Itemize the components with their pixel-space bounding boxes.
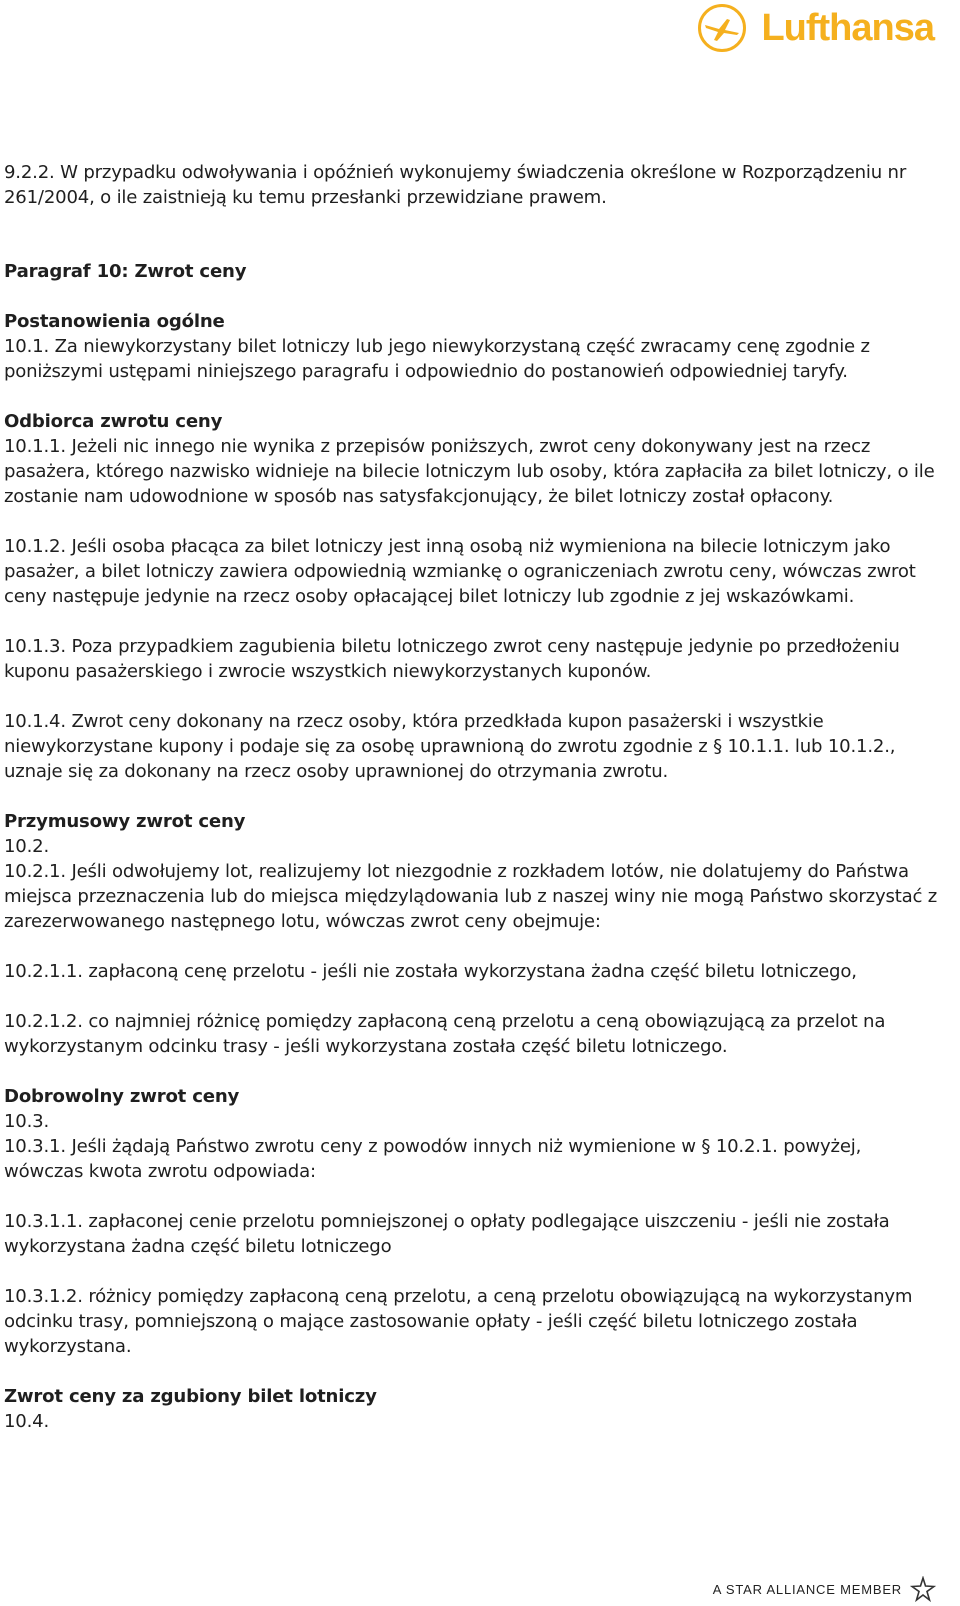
paragraph-9-2-2: 9.2.2. W przypadku odwoływania i opóźnień wykonujemy świadczenia określone w Rozporządzeniu nr 261/2004, o ile zaistnieją ku temu przesłanki przewidziane prawem.	[4, 162, 907, 208]
lufthansa-logo	[697, 0, 934, 56]
paragraph-10-1-4: 10.1.4. Zwrot ceny dokonany na rzecz osoby, która przedkłada kupon pasażerski i wszystkie niewykorzystane kupony i podaje się za osobę uprawnioną do zwrotu zgodnie z § 10.1.1. lub 10.1.2., uznaje się za dokonany na rzecz osoby uprawnionej do otrzymania zwrotu.	[4, 711, 896, 782]
number-10-4: 10.4.	[4, 1411, 50, 1432]
paragraph-10-2-1-1: 10.2.1.1. zapłaconą cenę przelotu - jeśli nie została wykorzystana żadna część biletu lotniczego,	[4, 961, 857, 982]
paragraph-10-1-1: 10.1.1. Jeżeli nic innego nie wynika z przepisów poniższych, zwrot ceny dokonywany jest na rzecz pasażera, którego nazwisko widnieje na bilecie lotniczym lub osoby, która zapłaciła za bilet lotniczy, o ile zostanie nam udowodnione w sposób nas satysfakcjonujący, że bilet lotniczy został opłacony.	[4, 436, 935, 507]
document-body	[4, 160, 944, 1434]
number-10-2: 10.2.	[4, 836, 50, 857]
paragraph-10-2-1-2: 10.2.1.2. co najmniej różnicę pomiędzy zapłaconą ceną przelotu a ceną obowiązującą za przelot na wykorzystanym odcinku trasy - jeśli wykorzystana została część biletu lotniczego.	[4, 1011, 886, 1057]
heading-general-provisions: Postanowienia ogólne	[4, 311, 225, 332]
page-footer	[713, 1576, 936, 1602]
heading-lost-ticket: Zwrot ceny za zgubiony bilet lotniczy	[4, 1386, 377, 1407]
paragraph-10-1-2: 10.1.2. Jeśli osoba płacąca za bilet lotniczy jest inną osobą niż wymieniona na bilecie lotniczym jako pasażer, a bilet lotniczy zawiera odpowiednią wzmiankę o ograniczeniach zwrotu ceny, wówczas zwrot ceny następuje jedynie na rzecz osoby opłacającej bilet lotniczy lub zgodnie z jej wskazówkami.	[4, 536, 916, 607]
alliance-label: A STAR ALLIANCE MEMBER	[712, 1581, 902, 1597]
paragraph-10-1-3: 10.1.3. Poza przypadkiem zagubienia biletu lotniczego zwrot ceny następuje jedynie po przedłożeniu kuponu pasażerskiego i zwrocie wszystkich niewykorzystanych kuponów.	[4, 636, 900, 682]
heading-forced-refund: Przymusowy zwrot ceny	[4, 811, 246, 832]
brand-name: Lufthansa	[761, 6, 934, 49]
star-alliance-icon	[910, 1576, 936, 1602]
crane-icon	[697, 3, 747, 53]
heading-voluntary-refund: Dobrowolny zwrot ceny	[4, 1086, 240, 1107]
paragraph-10-3-1-1: 10.3.1.1. zapłaconej cenie przelotu pomniejszonej o opłaty podlegające uiszczeniu - jeśli nie została wykorzystana żadna część biletu lotniczego	[4, 1211, 890, 1257]
paragraph-10-2-1: 10.2.1. Jeśli odwołujemy lot, realizujemy lot niezgodnie z rozkładem lotów, nie dolatujemy do Państwa miejsca przeznaczenia lub do miejsca międzylądowania lub z naszej winy nie mogą Państwo skorzystać z zarezerwowanego następnego lotu, wówczas zwrot ceny obejmuje:	[4, 861, 938, 932]
paragraph-10-3-1-2: 10.3.1.2. różnicy pomiędzy zapłaconą ceną przelotu, a ceną przelotu obowiązującą na wykorzystanym odcinku trasy, pomniejszoną o mające zastosowanie opłaty - jeśli część biletu lotniczego została wykorzystana.	[4, 1286, 913, 1357]
heading-refund-recipient: Odbiorca zwrotu ceny	[4, 411, 223, 432]
paragraph-10-3-1: 10.3.1. Jeśli żądają Państwo zwrotu ceny z powodów innych niż wymienione w § 10.2.1. powyżej, wówczas kwota zwrotu odpowiada:	[4, 1136, 862, 1182]
paragraph-10-1: 10.1. Za niewykorzystany bilet lotniczy lub jego niewykorzystaną część zwracamy cenę zgodnie z poniższymi ustępami niniejszego paragrafu i odpowiednio do postanowień odpowiedniej taryfy.	[4, 336, 870, 382]
section-title: Paragraf 10: Zwrot ceny	[4, 261, 247, 282]
number-10-3: 10.3.	[4, 1111, 50, 1132]
